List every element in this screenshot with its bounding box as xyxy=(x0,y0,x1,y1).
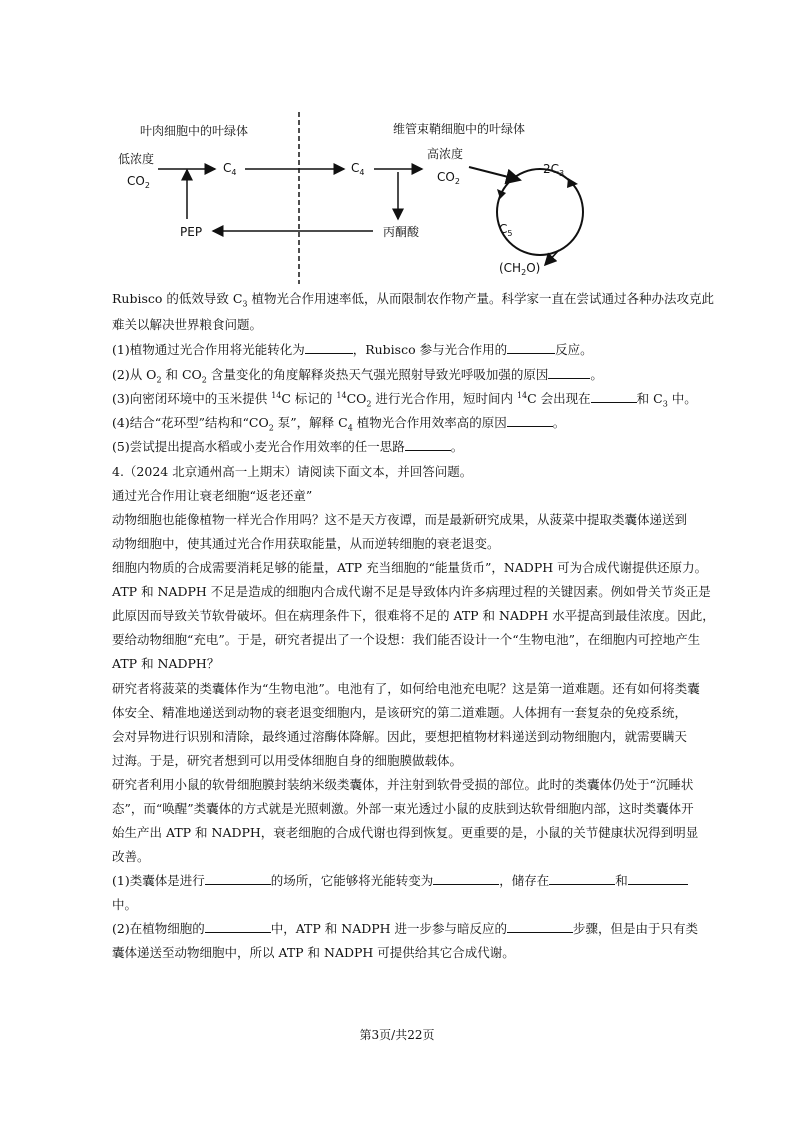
para2-line5 xyxy=(112,655,692,673)
paragraph-text: ATP 和 NADPH 不足是造成的细胞内合成代谢不足是导致体内许多病理过程的关键因素。例如骨关节炎正是 xyxy=(112,584,711,599)
subscript: 3 xyxy=(242,299,248,309)
c4-pathway-diagram xyxy=(0,0,794,290)
sub-question-2 xyxy=(112,920,699,938)
question-text: C 会出现在 xyxy=(527,391,591,406)
question-text: 和 C xyxy=(636,391,663,406)
question-text: CO xyxy=(346,391,367,406)
paragraph-text: 细胞内物质的合成需要消耗足够的能量，ATP 充当细胞的“能量货币”，NADPH 可为合成代谢提供还原力。 xyxy=(112,560,708,575)
subscript: 2 xyxy=(201,375,207,385)
paragraph-text: 始生产出 ATP 和 NADPH，衰老细胞的合成代谢也得到恢复。更重要的是，小鼠的关节健康状况得到明显 xyxy=(112,825,699,840)
para4-line2 xyxy=(112,800,692,818)
subscript: 2 xyxy=(268,423,274,433)
paragraph-text: 体安全、精准地递送到动物的衰老退变细胞内，是该研究的第二道难题。人体拥有一套复杂的免疫系统， xyxy=(112,705,688,720)
subscript: 3 xyxy=(662,399,668,409)
pyruvate-label: 丙酮酸 xyxy=(383,225,420,239)
paragraph-text: 研究者将菠菜的类囊体作为“生物电池”。电池有了，如何给电池充电呢？这是第一道难题。还有如何将类囊 xyxy=(112,681,700,696)
sub-question-2-cont xyxy=(112,944,692,962)
paragraph-text: 要给动物细胞“充电”。于是，研究者提出了一个设想：我们能否设计一个“生物电池”，在细胞内可控地产生 xyxy=(112,632,701,647)
intro-text: 难关以解决世界粮食问题。 xyxy=(112,317,263,332)
question-2 xyxy=(112,366,692,384)
question-text: 泵”，解释 C xyxy=(273,415,348,430)
subscript: 2 xyxy=(156,375,162,385)
question-text: (2)在植物细胞的 xyxy=(112,921,205,936)
para3-line3 xyxy=(112,728,692,746)
para2-line1 xyxy=(112,559,708,577)
question-heading: 4.（2024 北京通州高一上期末）请阅读下面文本，并回答问题。 xyxy=(112,464,473,479)
c4-right-label: $C_4$ xyxy=(351,161,365,177)
question-5 xyxy=(112,438,692,456)
para2-line3 xyxy=(112,607,715,625)
intro-text: 植物光合作用速率低，从而限制农作物产量。科学家一直在尝试通过各种办法攻克此 xyxy=(247,291,714,306)
answer-blank[interactable] xyxy=(305,341,353,354)
article-title xyxy=(112,487,692,505)
answer-blank[interactable] xyxy=(205,920,271,933)
question-text: 反应。 xyxy=(555,342,593,357)
question-text: ，Rubisco 参与光合作用的 xyxy=(352,342,508,357)
question-text: 含量变化的角度解释炎热天气强光照射导致光呼吸加强的原因 xyxy=(206,367,549,382)
question-3 xyxy=(112,390,697,409)
subscript: 4 xyxy=(347,423,353,433)
superscript: 14 xyxy=(336,390,347,400)
para3-line1 xyxy=(112,680,700,698)
paragraph-text: ATP 和 NADPH？ xyxy=(112,656,220,671)
answer-blank[interactable] xyxy=(205,872,271,885)
question-text: 囊体递送至动物细胞中，所以 ATP 和 NADPH 可提供给其它合成代谢。 xyxy=(112,945,515,960)
para3-line2 xyxy=(112,704,692,722)
question-text: 和 CO xyxy=(161,367,202,382)
high-concentration-label: 高浓度 xyxy=(427,147,464,161)
answer-blank[interactable] xyxy=(507,920,573,933)
superscript: 14 xyxy=(516,390,528,400)
co2-left-label: $CO_2$ xyxy=(127,174,150,190)
right-title: 维管束鞘细胞中的叶绿体 xyxy=(393,122,526,136)
answer-blank[interactable] xyxy=(507,341,555,354)
para1-line2 xyxy=(112,535,692,553)
question-text: 植物光合作用效率高的原因 xyxy=(352,415,507,430)
co2-right-label: $CO_2$ xyxy=(437,170,460,186)
subscript: 2 xyxy=(366,399,372,409)
question-4-heading xyxy=(112,463,692,481)
question-text: (5)尝试提出提高水稻或小麦光合作用效率的任一思路 xyxy=(112,439,405,454)
intro-line-1 xyxy=(112,290,714,309)
cycle-arrowhead-top xyxy=(567,178,578,188)
sub-question-1 xyxy=(112,872,692,890)
question-text: 。 xyxy=(590,367,603,382)
sub-question-1-cont xyxy=(112,896,692,914)
para4-line4 xyxy=(112,848,692,866)
para1-line1 xyxy=(112,511,692,529)
c3-label: $2C_3$ xyxy=(543,162,565,178)
c4-left-label: $C_4$ xyxy=(223,161,237,177)
question-text: 的场所，它能够将光能转变为 xyxy=(270,873,434,888)
paragraph-text: 改善。 xyxy=(112,849,150,864)
question-text: 中。 xyxy=(112,897,138,912)
answer-blank[interactable] xyxy=(433,872,499,885)
paragraph-text: 过海。于是，研究者想到可以用受体细胞自身的细胞膜做载体。 xyxy=(112,753,463,768)
answer-blank[interactable] xyxy=(628,872,688,885)
question-text: 进行光合作用，短时间内 xyxy=(371,391,517,406)
left-title: 叶肉细胞中的叶绿体 xyxy=(140,124,249,138)
paragraph-text: 动物细胞中，使其通过光合作用获取能量，从而逆转细胞的衰老退变。 xyxy=(112,536,500,551)
para2-line2 xyxy=(112,583,711,601)
question-text: (2)从 O xyxy=(112,367,157,382)
paragraph-text: 研究者利用小鼠的软骨细胞膜封装纳米级类囊体，并注射到软骨受损的部位。此时的类囊体仍处于“沉睡状 xyxy=(112,777,694,792)
ch2o-label: $(CH_2O)$ xyxy=(499,261,541,277)
low-concentration-label: 低浓度 xyxy=(118,152,155,166)
paragraph-text: 动物细胞也能像植物一样光合作用吗？这不是天方夜谭，而是最新研究成果，从菠菜中提取类囊体递送到 xyxy=(112,512,688,527)
intro-text: Rubisco 的低效导致 C xyxy=(112,291,243,306)
superscript: 14 xyxy=(271,390,282,400)
question-text: (3)向密闭环境中的玉米提供 xyxy=(112,391,272,406)
question-1 xyxy=(112,341,692,359)
question-text: 步骤，但是由于只有类 xyxy=(573,921,699,936)
question-text: 中。 xyxy=(667,391,697,406)
question-text: 和 xyxy=(615,873,628,888)
para3-line4 xyxy=(112,752,692,770)
answer-blank[interactable] xyxy=(591,390,637,403)
question-text: (1)植物通过光合作用将光能转化为 xyxy=(112,342,305,357)
paragraph-text: 态”，而“唤醒”类囊体的方式就是光照刺激。外部一束光透过小鼠的皮肤到达软骨细胞内部，这时类囊体开 xyxy=(112,801,694,816)
question-text: ，储存在 xyxy=(499,873,550,888)
question-text: 中，ATP 和 NADPH 进一步参与暗反应的 xyxy=(270,921,508,936)
answer-blank[interactable] xyxy=(549,872,615,885)
para4-line1 xyxy=(112,776,692,794)
c5-label: $C_5$ xyxy=(499,222,513,238)
paragraph-text: 会对异物进行识别和清除，最终通过溶酶体降解。因此，要想把植物材料递送到动物细胞内，就需要瞒天 xyxy=(112,729,688,744)
intro-line-2 xyxy=(112,316,692,334)
question-text: C 标记的 xyxy=(281,391,337,406)
answer-blank[interactable] xyxy=(507,414,553,427)
answer-blank[interactable] xyxy=(548,366,590,379)
answer-blank[interactable] xyxy=(405,438,451,451)
para4-line3 xyxy=(112,824,699,842)
question-4 xyxy=(112,414,692,432)
page-footer: 第3页/共22页 xyxy=(359,1028,435,1042)
question-text: 。 xyxy=(552,415,566,430)
paragraph-text: 此原因而导致关节软骨破坏。但在病理条件下，很难将不足的 ATP 和 NADPH 水平提高到最佳浓度。因此， xyxy=(112,608,715,623)
question-text: (4)结合“花环型”结构和“CO xyxy=(112,415,269,430)
article-title-text: 通过光合作用让衰老细胞“返老还童” xyxy=(112,488,313,503)
para2-line4 xyxy=(112,631,701,649)
question-text: (1)类囊体是进行 xyxy=(112,873,205,888)
pep-label: PEP xyxy=(180,225,203,239)
cycle-arrowhead-left xyxy=(497,189,506,199)
question-text: 。 xyxy=(450,439,464,454)
